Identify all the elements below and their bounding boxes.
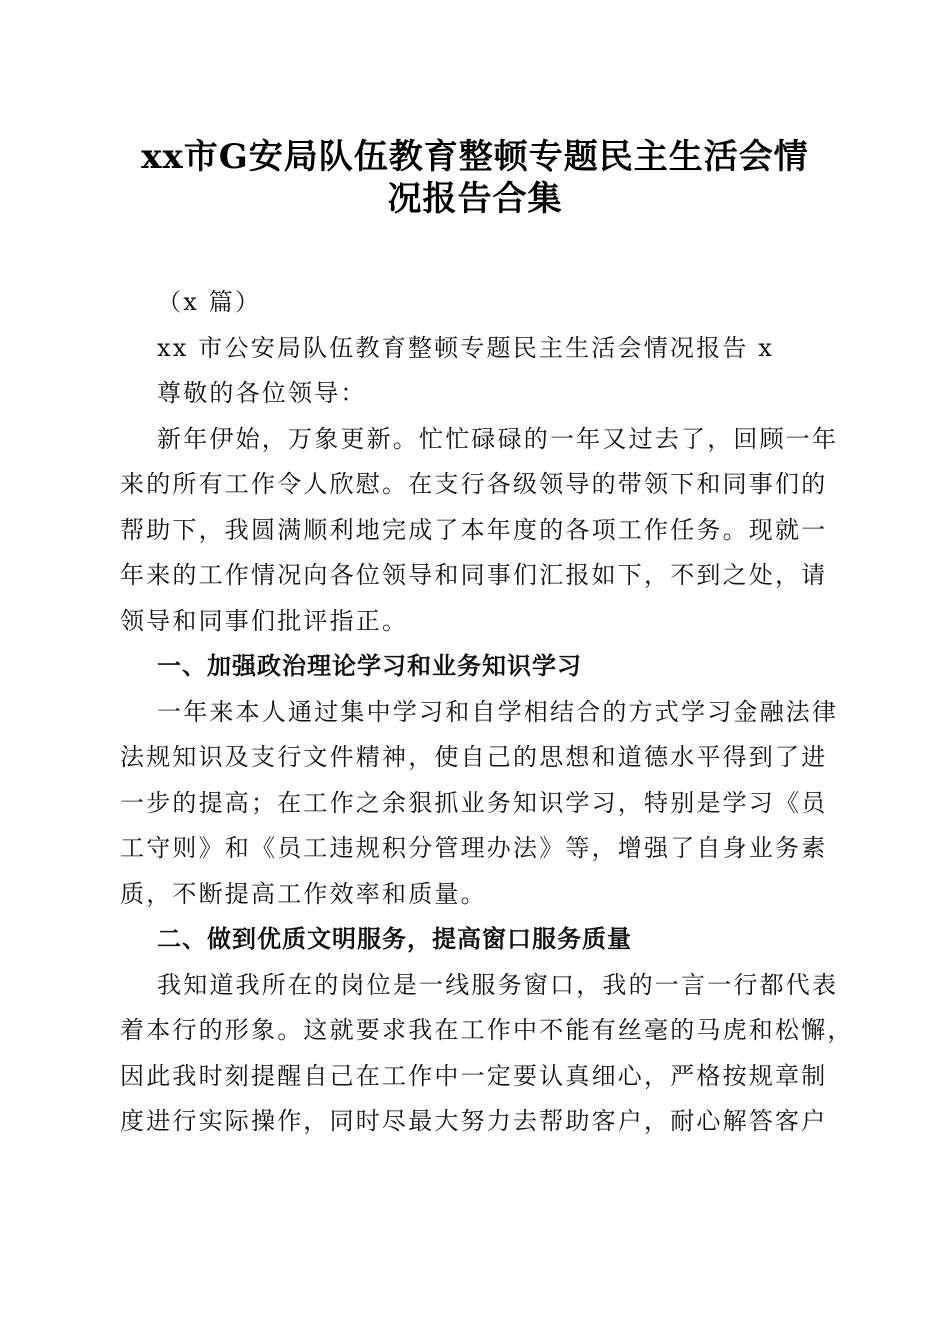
- paragraph-line: 来的所有工作令人欣慰。在支行各级领导的带领下和同事们的: [120, 470, 828, 498]
- paragraph-line: 新年伊始，万象更新。忙忙碌碌的一年又过去了，回顾一年: [157, 424, 839, 453]
- document-body: [120, 280, 854, 1145]
- section-label: （x 篇）: [157, 288, 262, 316]
- paragraph-line: 一年来本人通过集中学习和自学相结合的方式学习金融法律: [157, 697, 839, 726]
- paragraph-line: 工守则》和《员工违规积分管理办法》等，增强了自身业务素: [120, 834, 828, 862]
- title-line-1: xx市G安局队伍教育整顿专题民主生活会情: [141, 137, 809, 177]
- title-line-2: 况报告合集: [387, 179, 563, 219]
- document-title: [100, 136, 850, 220]
- section-heading-1: 一、加强政治理论学习和业务知识学习: [157, 652, 582, 680]
- paragraph-line: 质，不断提高工作效率和质量。: [120, 879, 487, 908]
- paragraph-study: [120, 690, 839, 918]
- paragraph-line: 年来的工作情况向各位领导和同事们汇报如下，不到之处，请: [120, 561, 828, 589]
- paragraph-intro: [120, 417, 839, 645]
- paragraph-line: 因此我时刻提醒自己在工作中一定要认真细心，严格按规章制: [120, 1061, 828, 1090]
- salutation: 尊敬的各位领导：: [157, 379, 367, 407]
- paragraph-line: 领导和同事们批评指正。: [120, 606, 409, 635]
- paragraph-line: 帮助下，我圆满顺利地完成了本年度的各项工作任务。现就一: [120, 515, 828, 544]
- report-subtitle: xx 市公安局队伍教育整顿专题民主生活会情况报告 x: [157, 333, 775, 362]
- paragraph-line: 法规知识及支行文件精神，使自己的思想和道德水平得到了进: [120, 743, 828, 771]
- paragraph-line: 一步的提高；在工作之余狠抓业务知识学习，特别是学习《员: [120, 788, 828, 817]
- paragraph-line: 着本行的形象。这就要求我在工作中不能有丝毫的马虎和松懈，: [120, 1016, 854, 1044]
- paragraph-line: 度进行实际操作，同时尽最大努力去帮助客户，耐心解答客户: [120, 1107, 828, 1135]
- section-heading-2: 二、做到优质文明服务，提高窗口服务质量: [157, 925, 632, 953]
- paragraph-line: 我知道我所在的岗位是一线服务窗口，我的一言一行都代表: [157, 970, 839, 999]
- paragraph-service: [120, 963, 854, 1145]
